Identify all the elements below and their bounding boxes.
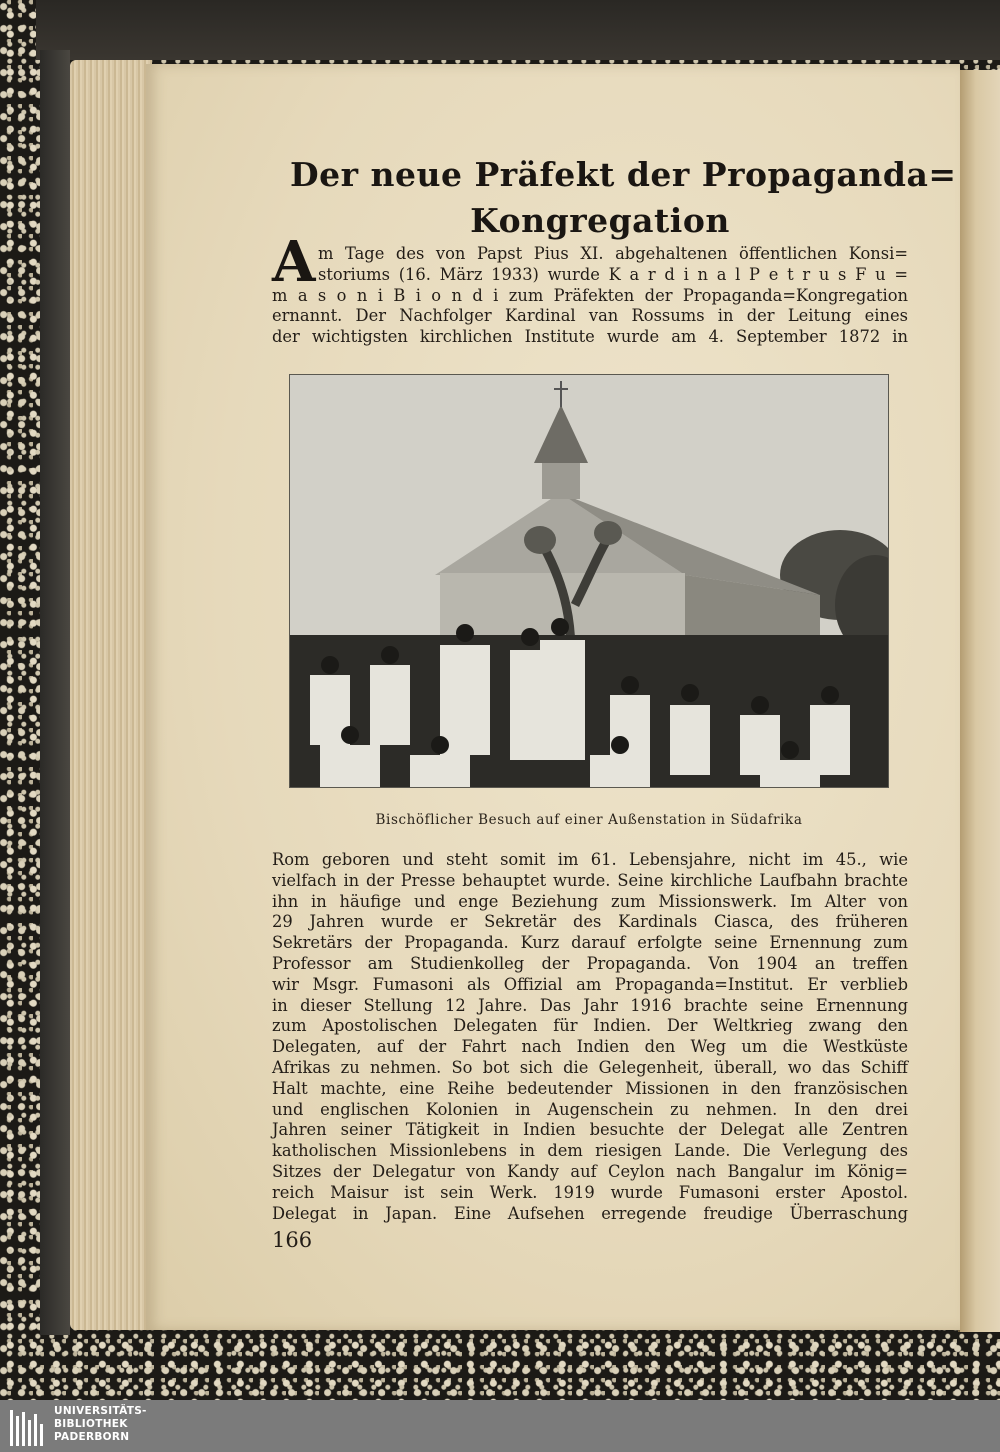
book-cover-top [36,0,1000,60]
text-line: katholischen Missionlebens in dem riesigen Lande. Die Verlegung des [272,1141,908,1161]
library-logo-icon [8,1408,46,1448]
library-name-line: PADERBORN [54,1431,130,1443]
text-line: Professor am Studienkolleg der Propaganda. Von 1904 an treffen [272,953,908,973]
drop-cap: A [272,229,316,295]
text-line: ihn in häufige und enge Beziehung zum Missionswerk. Im Alter von [272,891,908,911]
text-line: m Tage des von Papst Pius XI. abgehaltenen öffentlichen Konsi= [318,244,908,263]
text-line: Sekretärs der Propaganda. Kurz darauf erfolgte seine Ernennung zum [272,933,908,953]
facing-page-edge [958,70,1000,1332]
book-spine [40,50,70,1335]
text-line: Sitzes der Delegatur von Kandy auf Ceylon nach Bangalur im König= [272,1161,908,1181]
text-line: Delegaten, auf der Fahrt nach Indien den Weg um die Westküste [272,1037,908,1057]
text-line: Jahren seiner Tätigkeit in Indien besuchte der Delegat alle Zentren [272,1120,908,1140]
library-footer-bar [0,1400,1000,1452]
article-title [290,152,957,244]
text-line: reich Maisur ist sein Werk. 1919 wurde Fumasoni erster Apostol. [272,1182,908,1202]
text-line: Afrikas zu nehmen. So bot sich die Gelegenheit, überall, wo das Schiff [272,1057,908,1077]
intro-paragraph [272,244,908,348]
library-name-line: UNIVERSITÄTS- [54,1405,147,1417]
page-edges [70,60,152,1330]
text-line: Halt machte, eine Reihe bedeutender Missionen in den französischen [272,1078,908,1098]
photo-caption: Bischöflicher Besuch auf einer Außenstation in Südafrika [375,812,803,828]
text-line: storiums (16. März 1933) wurde K a r d i n a l P e t r u s F u = [318,264,908,284]
text-line: zum Apostolischen Delegaten für Indien. Der Weltkrieg zwang den [272,1016,908,1036]
text-line: der wichtigsten kirchlichen Institute wurde am 4. September 1872 in [272,327,908,347]
text-line: wir Msgr. Fumasoni als Offizial am Propaganda=Institut. Er verblieb [272,974,908,994]
library-name [54,1405,147,1444]
text-line: in dieser Stellung 12 Jahre. Das Jahr 1916 brachte seine Ernennung [272,995,908,1015]
mission-photograph [289,374,889,788]
page-number: 166 [272,1228,313,1252]
text-line: Delegat in Japan. Eine Aufsehen erregende freudige Überraschung [272,1203,908,1223]
text-line: und englischen Kolonien in Augenschein zu nehmen. In den drei [272,1099,908,1119]
text-line: vielfach in der Presse behauptet wurde. Seine kirchliche Laufbahn brachte [272,870,908,890]
text-line: Rom geboren und steht somit im 61. Lebensjahre, nicht im 45., wie [272,850,908,869]
body-paragraph [272,850,908,1224]
text-line: m a s o n i B i o n d i zum Präfekten der Propaganda=Kongregation [272,285,908,305]
text-line: ernannt. Der Nachfolger Kardinal van Rossums in der Leitung eines [272,306,908,326]
text-line: 29 Jahren wurde er Sekretär des Kardinals Ciasca, des früheren [272,912,908,932]
title-line: Kongregation [470,201,730,240]
title-line: Der neue Präfekt der Propaganda= [290,155,957,194]
library-name-line: BIBLIOTHEK [54,1418,128,1430]
